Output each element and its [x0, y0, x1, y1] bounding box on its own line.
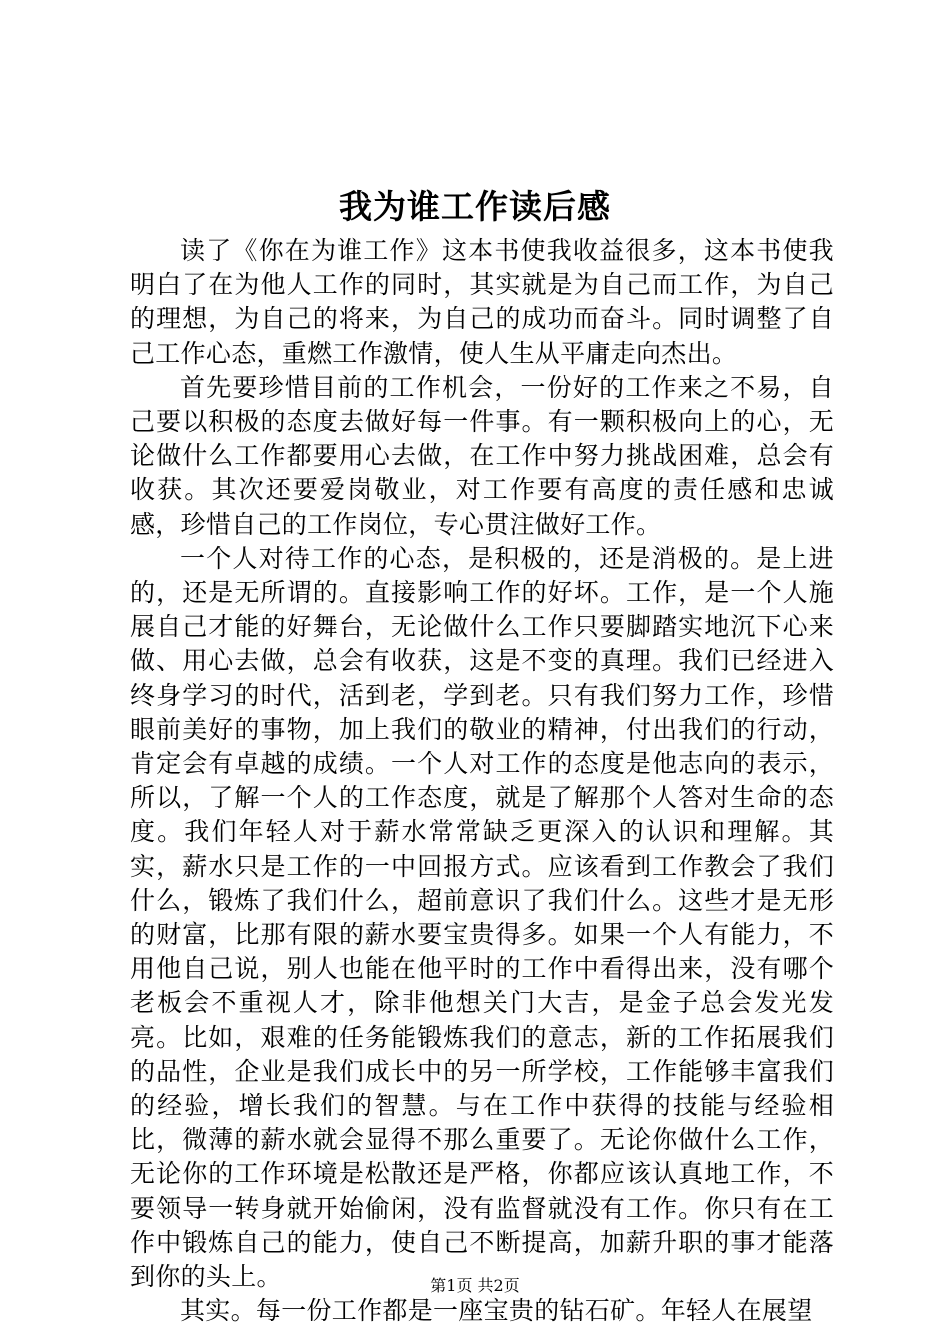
paragraph-3: 一个人对待工作的心态，是积极的，还是消极的。是上进的，还是无所谓的。直接影响工作的好坏。工作，是一个人施展自己才能的好舞台，无论做什么工作只要脚踏实地沉下心来做、用心去做，总会有收获，这是不变的真理。我们已经进入终身学习的时代，活到老，学到老。只有我们努力工作，珍惜眼前美好的事物，加上我们的敬业的精神，付出我们的行动，肯定会有卓越的成绩。一个人对工作的态度是他志向的表示，所以，了解一个人的工作态度，就是了解那个人答对生命的态度。我们年轻人对于薪水常常缺乏更深入的认识和理解。其实，薪水只是工作的一中回报方式。应该看到工作教会了我们什么，锻炼了我们什么，超前意识了我们什么。这些才是无形的财富，比那有限的薪水要宝贵得多。如果一个人有能力，不用他自己说，别人也能在他平时的工作中看得出来，没有哪个老板会不重视人才，除非他想关门大吉，是金子总会发光发亮。比如，艰难的任务能锻炼我们的意志，新的工作拓展我们的品性，企业是我们成长中的另一所学校，工作能够丰富我们的经验，增长我们的智慧。与在工作中获得的技能与经验相比，微薄的薪水就会显得不那么重要了。无论你做什么工作，无论你的工作环境是松散还是严格，你都应该认真地工作，不要领导一转身就开始偷闲，没有监督就没有工作。你只有在工作中锻炼自己的能力，使自己不断提高，加薪升职的事才能落到你的头上。	[130, 543, 834, 1292]
paragraph-2: 首先要珍惜目前的工作机会，一份好的工作来之不易，自己要以积极的态度去做好每一件事。有一颗积极向上的心，无论做什么工作都要用心去做，在工作中努力挑战困难，总会有收获。其次还要爱岗敬业，对工作要有高度的责任感和忠诚感，珍惜自己的工作岗位，专心贯注做好工作。	[130, 372, 834, 539]
document-body	[130, 234, 834, 1329]
paragraph-1: 读了《你在为谁工作》这本书使我收益很多，这本书使我明白了在为他人工作的同时，其实就是为自己而工作，为自己的理想，为自己的将来，为自己的成功而奋斗。同时调整了自己工作心态，重燃工作激情，使人生从平庸走向杰出。	[130, 236, 834, 368]
paragraph-4: 其实。每一份工作都是一座宝贵的钻石矿。年轻人在展望	[180, 1296, 813, 1326]
document-title: 我为谁工作读后感	[339, 187, 611, 226]
page-footer: 第1页 共2页	[430, 1276, 520, 1295]
